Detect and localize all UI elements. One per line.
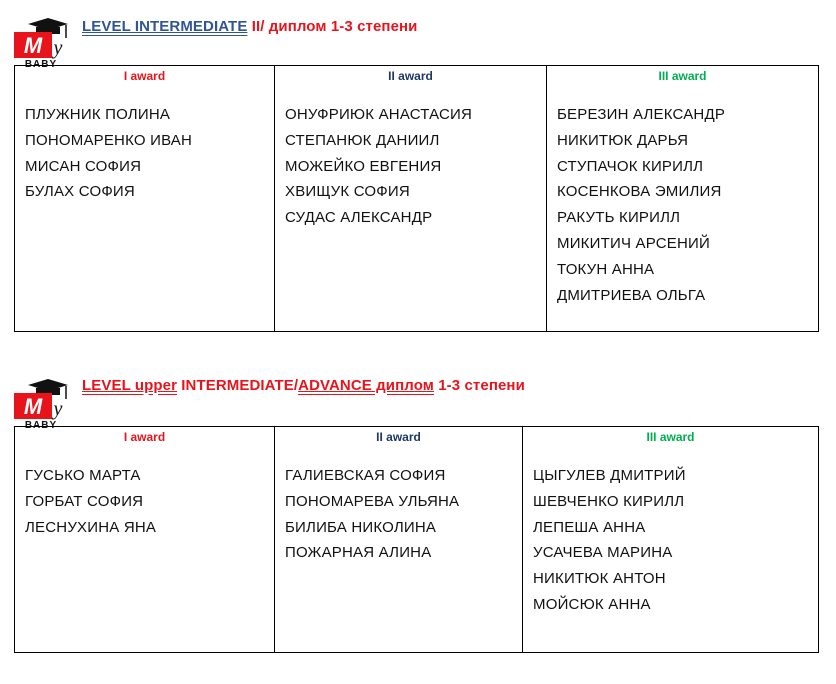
list-item: ЛЕПЕША АННА	[533, 518, 646, 536]
heading-advance-text: ADVANCE диплом	[298, 377, 434, 394]
heading-degree-text: 1-3 степени	[433, 377, 525, 394]
mortarboard-icon	[14, 377, 70, 429]
list-item: ГАЛИЕВСКАЯ СОФИЯ	[285, 467, 446, 484]
award-title: I award	[123, 430, 166, 444]
svg-text:M: M	[23, 394, 43, 419]
award-column-3	[547, 66, 819, 332]
award-title: II award	[376, 430, 421, 444]
names-list	[15, 463, 274, 540]
list-item: ОНУФРИЮК АНАСТАСИЯ	[285, 106, 473, 123]
names-list	[523, 463, 818, 618]
mortarboard-icon	[14, 16, 70, 68]
heading-intermediate-text: INTERMEDIATE/	[177, 377, 299, 394]
list-item: БЕРЕЗИН АЛЕКСАНДР	[557, 106, 726, 123]
svg-text:BABY: BABY	[24, 420, 58, 429]
list-item: ЛЕСНУХИНА ЯНА	[25, 518, 157, 536]
list-item: УСАЧЕВА МАРИНА	[533, 544, 673, 562]
list-item: НИКИТЮК АНТОН	[533, 570, 666, 588]
list-item: ШЕВЧЕНКО КИРИЛЛ	[533, 492, 685, 510]
list-item: ГУСЬКО МАРТА	[25, 467, 141, 484]
awards-table	[14, 426, 819, 653]
award-column-2	[275, 66, 547, 332]
list-item: НИКИТЮК ДАРЬЯ	[557, 131, 689, 149]
svg-text:y: y	[53, 398, 63, 420]
award-title: III award	[658, 69, 707, 83]
list-item: МИКИТИЧ АРСЕНИЙ	[557, 234, 710, 252]
list-item: КОСЕНКОВА ЭМИЛИЯ	[557, 183, 722, 201]
list-item: СТЕПАНЮК ДАНИИЛ	[285, 131, 440, 149]
award-title: II award	[388, 69, 433, 83]
list-item: ПОЖАРНАЯ АЛИНА	[285, 544, 432, 562]
list-item: СТУПАЧОК КИРИЛЛ	[557, 157, 704, 175]
list-item: ТОКУН АННА	[557, 260, 655, 278]
section-heading	[82, 18, 418, 35]
list-item: ДМИТРИЕВА ОЛЬГА	[557, 286, 706, 304]
names-list	[275, 463, 522, 566]
award-title: I award	[123, 69, 166, 83]
award-column-1	[15, 427, 275, 653]
section-heading	[82, 377, 525, 394]
list-item: ПЛУЖНИК ПОЛИНА	[25, 106, 171, 123]
award-title: III award	[646, 430, 695, 444]
names-list	[275, 102, 546, 231]
my-baby-logo	[14, 16, 70, 68]
my-baby-logo	[14, 377, 70, 429]
list-item: МИСАН СОФИЯ	[25, 157, 142, 175]
list-item: ГОРБАТ СОФИЯ	[25, 492, 144, 510]
svg-text:BABY: BABY	[24, 59, 58, 68]
svg-text:y: y	[53, 37, 63, 59]
heading-level-text: LEVEL upper	[82, 377, 178, 394]
svg-text:M: M	[23, 33, 43, 58]
names-list	[15, 102, 274, 205]
award-column-2	[275, 427, 523, 653]
list-item: БУЛАХ СОФИЯ	[25, 183, 135, 201]
list-item: СУДАС АЛЕКСАНДР	[285, 209, 433, 227]
list-item: БИЛИБА НИКОЛИНА	[285, 518, 437, 536]
award-column-1	[15, 66, 275, 332]
list-item: РАКУТЬ КИРИЛЛ	[557, 209, 681, 227]
list-item: ХВИЩУК СОФИЯ	[285, 183, 410, 201]
list-item: МОЖЕЙКО ЕВГЕНИЯ	[285, 157, 442, 175]
list-item: ПОНОМАРЕНКО ИВАН	[25, 131, 193, 149]
list-item: ЦЫГУЛЕВ ДМИТРИЙ	[533, 467, 686, 484]
list-item: МОЙСЮК АННА	[533, 595, 651, 613]
award-column-3	[523, 427, 819, 653]
heading-diploma-text: II/ диплом 1-3 степени	[247, 18, 418, 35]
heading-level-link[interactable]: LEVEL INTERMEDIATE	[82, 18, 248, 35]
list-item: ПОНОМАРЕВА УЛЬЯНА	[285, 492, 460, 510]
names-list	[547, 102, 818, 308]
awards-table	[14, 65, 819, 332]
